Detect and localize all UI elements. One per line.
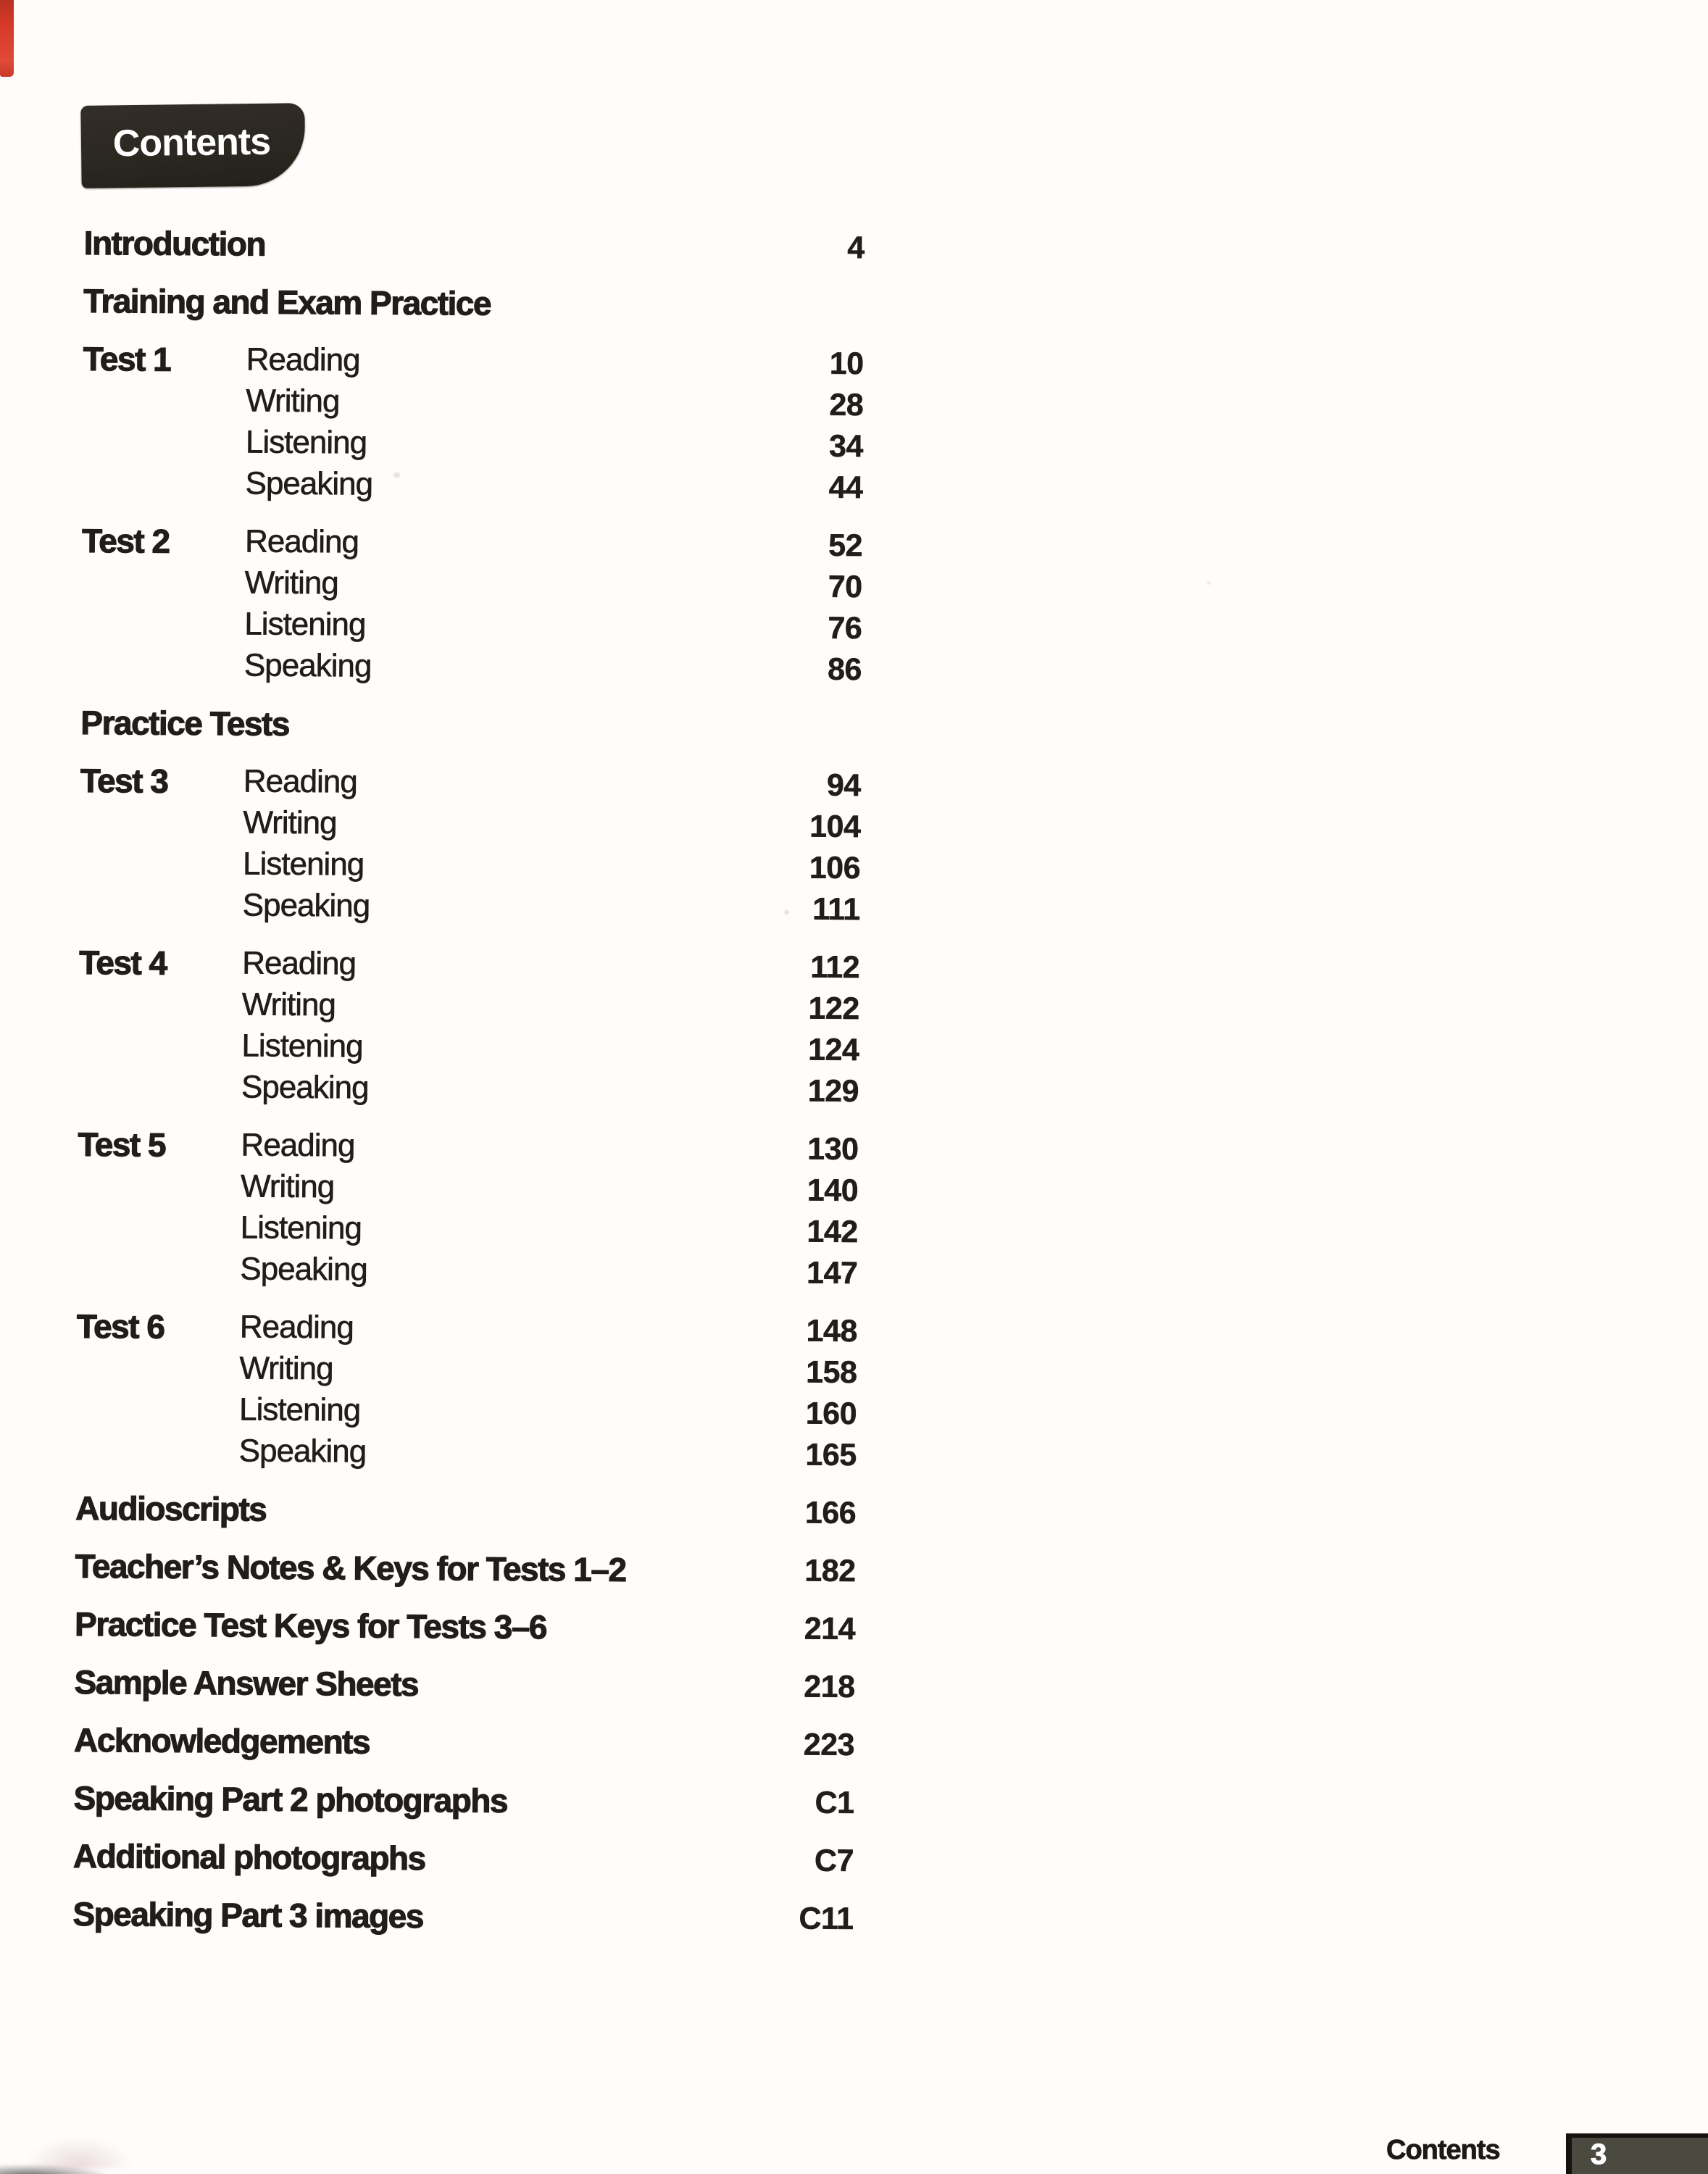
toc-entry-label: Reading [244, 523, 359, 560]
toc-row [79, 942, 859, 988]
toc-page-number: 147 [806, 1255, 858, 1291]
toc-row [75, 1604, 855, 1649]
footer-section-label: Contents [1386, 2135, 1500, 2165]
toc-page-number: C11 [799, 1901, 854, 1937]
footer-page-box [1566, 2133, 1708, 2174]
toc-entry-label: Listening [242, 846, 364, 883]
toc-page-number: 142 [807, 1214, 858, 1250]
toc-entry-label: Listening [241, 1028, 363, 1065]
toc-entry-label: Speaking [240, 1251, 368, 1288]
toc-page-number: 165 [805, 1437, 857, 1473]
toc-entry-label: Training and Exam Practice [83, 281, 491, 322]
toc-entry-label: Writing [239, 1350, 333, 1387]
toc-page-number: 94 [826, 767, 861, 804]
toc-entry-label: Teacher’s Notes & Keys for Tests 1–2 [75, 1546, 626, 1588]
toc-entry-label: Speaking [238, 1433, 367, 1470]
toc-page-number: 122 [808, 991, 859, 1027]
toc-entry-label: Speaking Part 2 photographs [73, 1778, 508, 1820]
toc-row [83, 380, 863, 425]
toc-row [77, 1248, 857, 1294]
toc-row [79, 983, 859, 1029]
toc-page-number: 34 [828, 428, 864, 465]
toc-entry-label: Reading [241, 1127, 355, 1164]
toc-row [74, 1720, 854, 1765]
toc-entry-label: Acknowledgements [73, 1720, 370, 1761]
toc-entry-label: Listening [244, 606, 366, 643]
toc-row [78, 1207, 858, 1252]
toc-entry-label: Practice Test Keys for Tests 3–6 [74, 1604, 547, 1646]
toc-page-number: 130 [807, 1131, 859, 1167]
toc-row [76, 1430, 857, 1475]
toc-page-number: 44 [828, 470, 863, 506]
toc-page-number: 104 [809, 809, 861, 845]
toc-entry-label: Reading [246, 341, 360, 378]
toc-entry-label: Listening [238, 1391, 361, 1428]
toc-page-number: 10 [829, 346, 864, 382]
toc-page-number: C7 [814, 1843, 854, 1879]
page-title: Contents [112, 120, 271, 165]
toc-page-number: 166 [804, 1495, 857, 1531]
toc-page-number: 52 [828, 528, 863, 564]
toc-page-number: 76 [828, 610, 862, 646]
toc-row [80, 760, 861, 806]
toc-entry-label: Speaking [243, 647, 372, 684]
toc-row [83, 338, 864, 384]
toc-entry-label: Reading [243, 763, 357, 800]
red-edge-scan-artifact [0, 0, 14, 77]
toc-entry-label: Writing [246, 383, 340, 420]
toc-page-number: 106 [809, 850, 861, 886]
toc-page-number: 214 [804, 1611, 856, 1647]
toc-page-number: C1 [815, 1785, 854, 1821]
toc-row [76, 1388, 857, 1434]
toc-entry-label: Additional photographs [72, 1836, 425, 1878]
toc-row [80, 702, 861, 748]
toc-page-number: 129 [807, 1073, 859, 1109]
toc-row [73, 1836, 854, 1881]
toc-row [78, 1066, 859, 1112]
toc-row [83, 280, 864, 326]
toc-row [78, 1165, 858, 1211]
toc-entry-label: Sample Answer Sheets [74, 1662, 419, 1704]
toc-row [83, 421, 863, 467]
toc-row [78, 1124, 858, 1170]
toc-row [74, 1662, 854, 1707]
toc-page-number: 112 [810, 949, 860, 986]
toc-page-number: 111 [812, 891, 860, 928]
toc-entry-label: Listening [240, 1209, 362, 1246]
toc-entry-label: Writing [240, 1168, 335, 1205]
toc-entry-label: Writing [243, 804, 337, 841]
toc-row [75, 1546, 855, 1591]
toc-test-label: Test 5 [78, 1125, 166, 1164]
toc-entry-label: Reading [239, 1309, 354, 1346]
toc-row [80, 843, 860, 888]
toc-test-label: Test 1 [83, 339, 171, 378]
toc-entry-label: Speaking [242, 887, 370, 924]
toc-entry-label: Speaking [241, 1069, 369, 1106]
toc-page-number: 158 [806, 1354, 857, 1391]
toc-entry-label: Introduction [83, 223, 266, 263]
toc-row [80, 884, 860, 930]
toc-page-number: 70 [828, 569, 862, 605]
toc-entry-label: Speaking Part 3 images [72, 1894, 424, 1936]
toc-page-number: 140 [807, 1173, 859, 1209]
footer-page-number: 3 [1591, 2138, 1607, 2170]
toc-row [81, 644, 862, 690]
toc-page-number: 28 [829, 387, 864, 423]
toc-page-number: 148 [806, 1313, 857, 1349]
toc-row [82, 520, 862, 566]
toc-entry-label: Writing [241, 986, 336, 1023]
toc-row [81, 603, 862, 649]
toc-page-number: 124 [808, 1032, 859, 1068]
toc-entry-label: Practice Tests [80, 703, 290, 743]
toc-entry-label: Speaking [245, 465, 373, 502]
toc-test-label: Test 2 [81, 521, 170, 560]
toc-page-number: 4 [847, 230, 865, 266]
toc-test-label: Test 3 [80, 761, 168, 800]
toc-page-number: 223 [803, 1727, 855, 1763]
toc-entry-label: Writing [244, 565, 338, 601]
toc-row [81, 562, 862, 607]
toc-page-number: 160 [805, 1396, 857, 1432]
toc-row [73, 1778, 854, 1823]
toc-row [76, 1347, 857, 1393]
scan-speck-artifact [1207, 581, 1211, 585]
toc-row [78, 1025, 859, 1070]
toc-test-label: Test 4 [79, 943, 167, 982]
toc-page-number: 182 [804, 1553, 856, 1589]
toc-test-label: Test 6 [76, 1307, 164, 1346]
table-of-contents [72, 0, 866, 2034]
toc-page-number: 218 [804, 1669, 855, 1705]
toc-row [72, 1894, 853, 1939]
toc-row [84, 222, 865, 268]
toc-row [75, 1488, 856, 1533]
toc-entry-label: Reading [242, 945, 357, 982]
toc-row [80, 801, 860, 847]
toc-entry-label: Audioscripts [75, 1488, 267, 1528]
toc-page-number: 86 [827, 651, 862, 688]
toc-row [82, 462, 862, 508]
toc-row [77, 1306, 857, 1352]
scan-smudge-artifact [0, 2164, 112, 2174]
toc-entry-label: Listening [245, 424, 367, 461]
